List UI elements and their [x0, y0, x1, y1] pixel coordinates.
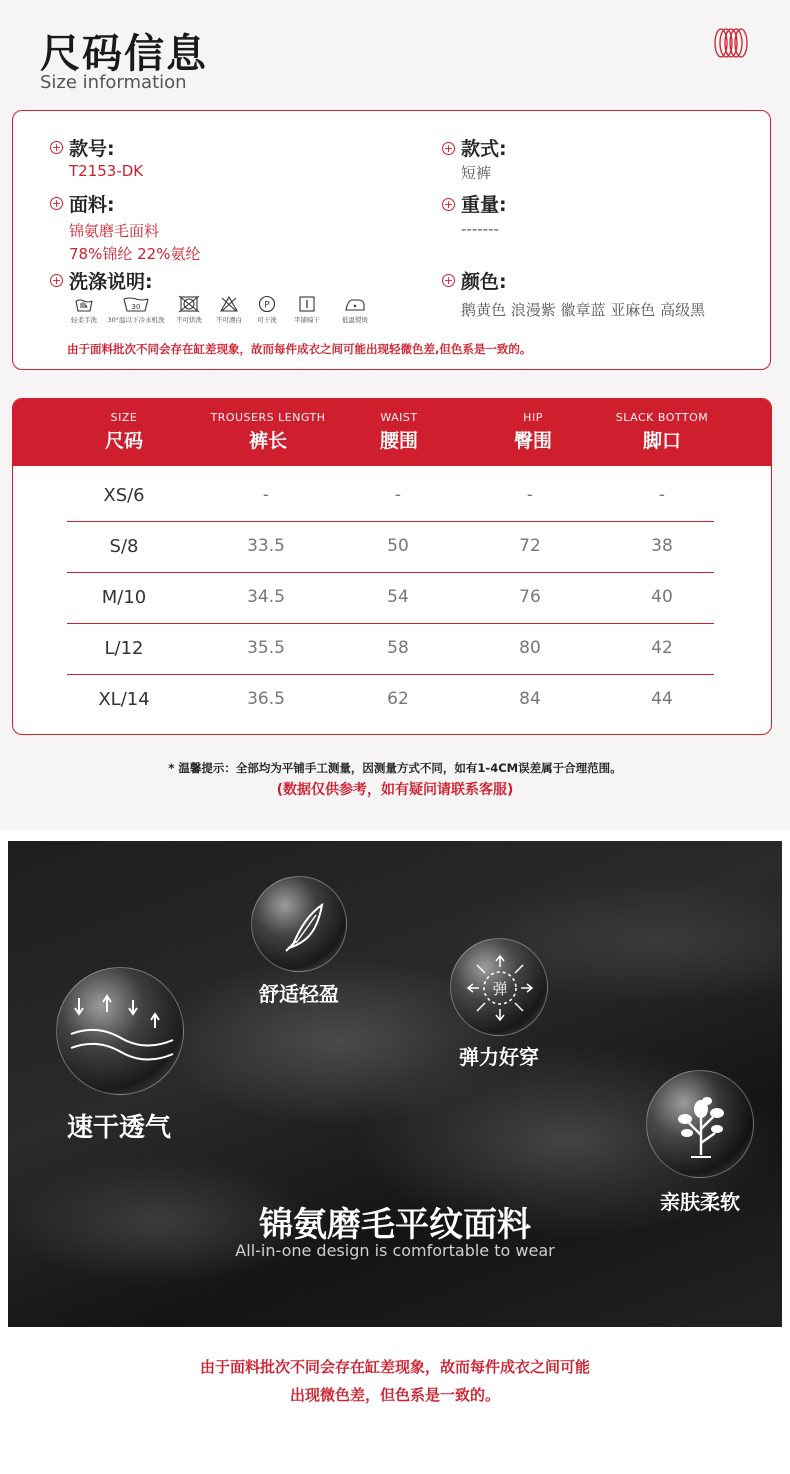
reference-note: (数据仅供参考，如有疑问请联系客服) — [276, 782, 514, 798]
feature-label-light: 舒适轻盈 — [259, 982, 339, 1006]
care-item: P 可干洗 — [252, 295, 282, 324]
no-tumble-dry-icon — [178, 295, 200, 313]
column-header-trousers-length: TROUSERS LENGTH 裤长 — [210, 411, 326, 452]
washing-label: 洗涤说明: — [69, 271, 153, 293]
wash-30-icon — [122, 295, 150, 313]
column-header-hip: HIP 臀围 — [513, 411, 552, 452]
page-subtitle: Size information — [40, 72, 187, 93]
quick-dry-arrows-icon — [57, 968, 185, 1096]
care-item: 30 30°温以下冷水机洗 — [107, 295, 165, 324]
column-header-waist: WAIST 腰围 — [379, 411, 418, 452]
feature-label-skin-friendly: 亲肤柔软 — [660, 1190, 740, 1214]
table-header — [13, 399, 772, 466]
table-row: S/8 33.5 50 72 38 — [67, 522, 714, 573]
table-row: M/10 34.5 54 76 40 — [67, 573, 714, 624]
fabric-label: 面料: — [69, 194, 115, 216]
type-label: 款式: — [461, 138, 507, 160]
dry-flat-icon — [298, 295, 316, 313]
fabric-name: 锦氨磨毛面料 — [69, 222, 160, 240]
column-header-slack-bottom: SLACK BOTTOM 脚口 — [615, 411, 709, 452]
feature-bubble — [450, 938, 548, 1036]
style-no-label: 款号: — [69, 138, 115, 160]
feature-bubble — [56, 967, 184, 1095]
color-label: 颜色: — [461, 271, 507, 293]
svg-text:P: P — [264, 300, 270, 311]
feature-bubble — [646, 1070, 754, 1178]
plus-circle-icon: + — [443, 142, 454, 155]
feature-label-stretch: 弹力好穿 — [459, 1045, 539, 1069]
decorative-rings-icon — [712, 26, 748, 60]
care-item: 不可烘洗 — [172, 295, 206, 324]
care-item: 轻柔手洗 — [67, 295, 101, 324]
fabric-composition: 78%锦纶 22%氨纶 — [69, 245, 201, 263]
footer-note-line-2: 出现微色差，但色系是一致的。 — [289, 1386, 500, 1404]
color-difference-note: 由于面料批次不同会存在缸差现象，故而每件成衣之间可能出现轻微色差,但色系是一致的。 — [67, 342, 532, 356]
dry-clean-p-icon — [258, 295, 276, 313]
feature-bubble — [251, 876, 347, 972]
fabric-title: 锦氨磨毛平纹面料 — [259, 1205, 531, 1245]
plus-circle-icon: + — [51, 274, 62, 287]
care-item: 不可漂白 — [212, 295, 246, 324]
fabric-feature-banner — [8, 841, 782, 1327]
care-item: 低温熨烫 — [335, 295, 375, 324]
plus-circle-icon: + — [51, 197, 62, 210]
tree-icon — [647, 1071, 755, 1179]
weight-label: 重量: — [461, 194, 507, 216]
care-symbols — [67, 295, 387, 329]
stretch-icon — [451, 939, 549, 1037]
feather-icon — [252, 877, 348, 973]
style-no-value: T2153-DK — [69, 162, 144, 180]
product-info-card — [12, 110, 771, 370]
weight-value: ------- — [461, 220, 499, 238]
gentle-hand-wash-icon — [74, 295, 94, 313]
table-row: XL/14 36.5 62 84 44 — [98, 689, 673, 710]
plus-circle-icon: + — [443, 274, 454, 287]
plus-circle-icon: + — [443, 198, 454, 211]
footer-note-line-1: 由于面料批次不同会存在缸差现象，故而每件成衣之间可能 — [199, 1358, 590, 1376]
svg-text:弹: 弹 — [492, 980, 508, 998]
care-item: 平铺晾干 — [287, 295, 327, 324]
no-bleach-icon — [219, 295, 239, 313]
type-value: 短裤 — [461, 164, 492, 182]
page-title: 尺码信息 — [40, 31, 208, 77]
table-row: XS/6 - - - - — [67, 471, 714, 522]
svg-text:30: 30 — [131, 303, 141, 311]
size-table — [12, 398, 772, 735]
feature-label-quick-dry: 速干透气 — [66, 1113, 171, 1143]
column-header-size: SIZE 尺码 — [104, 411, 143, 452]
table-row: L/12 35.5 58 80 42 — [67, 624, 714, 675]
fabric-subtitle: All-in-one design is comfortable to wear — [235, 1241, 555, 1260]
plus-circle-icon: + — [51, 141, 62, 154]
color-options: 鹅黄色 浪漫紫 徽章蓝 亚麻色 高级黑 — [461, 301, 706, 319]
low-temp-iron-icon — [344, 295, 366, 313]
measurement-tip: * 温馨提示：全部均为平铺手工测量，因测量方式不同，如有1-4CM误差属于合理范围。 — [168, 761, 622, 775]
